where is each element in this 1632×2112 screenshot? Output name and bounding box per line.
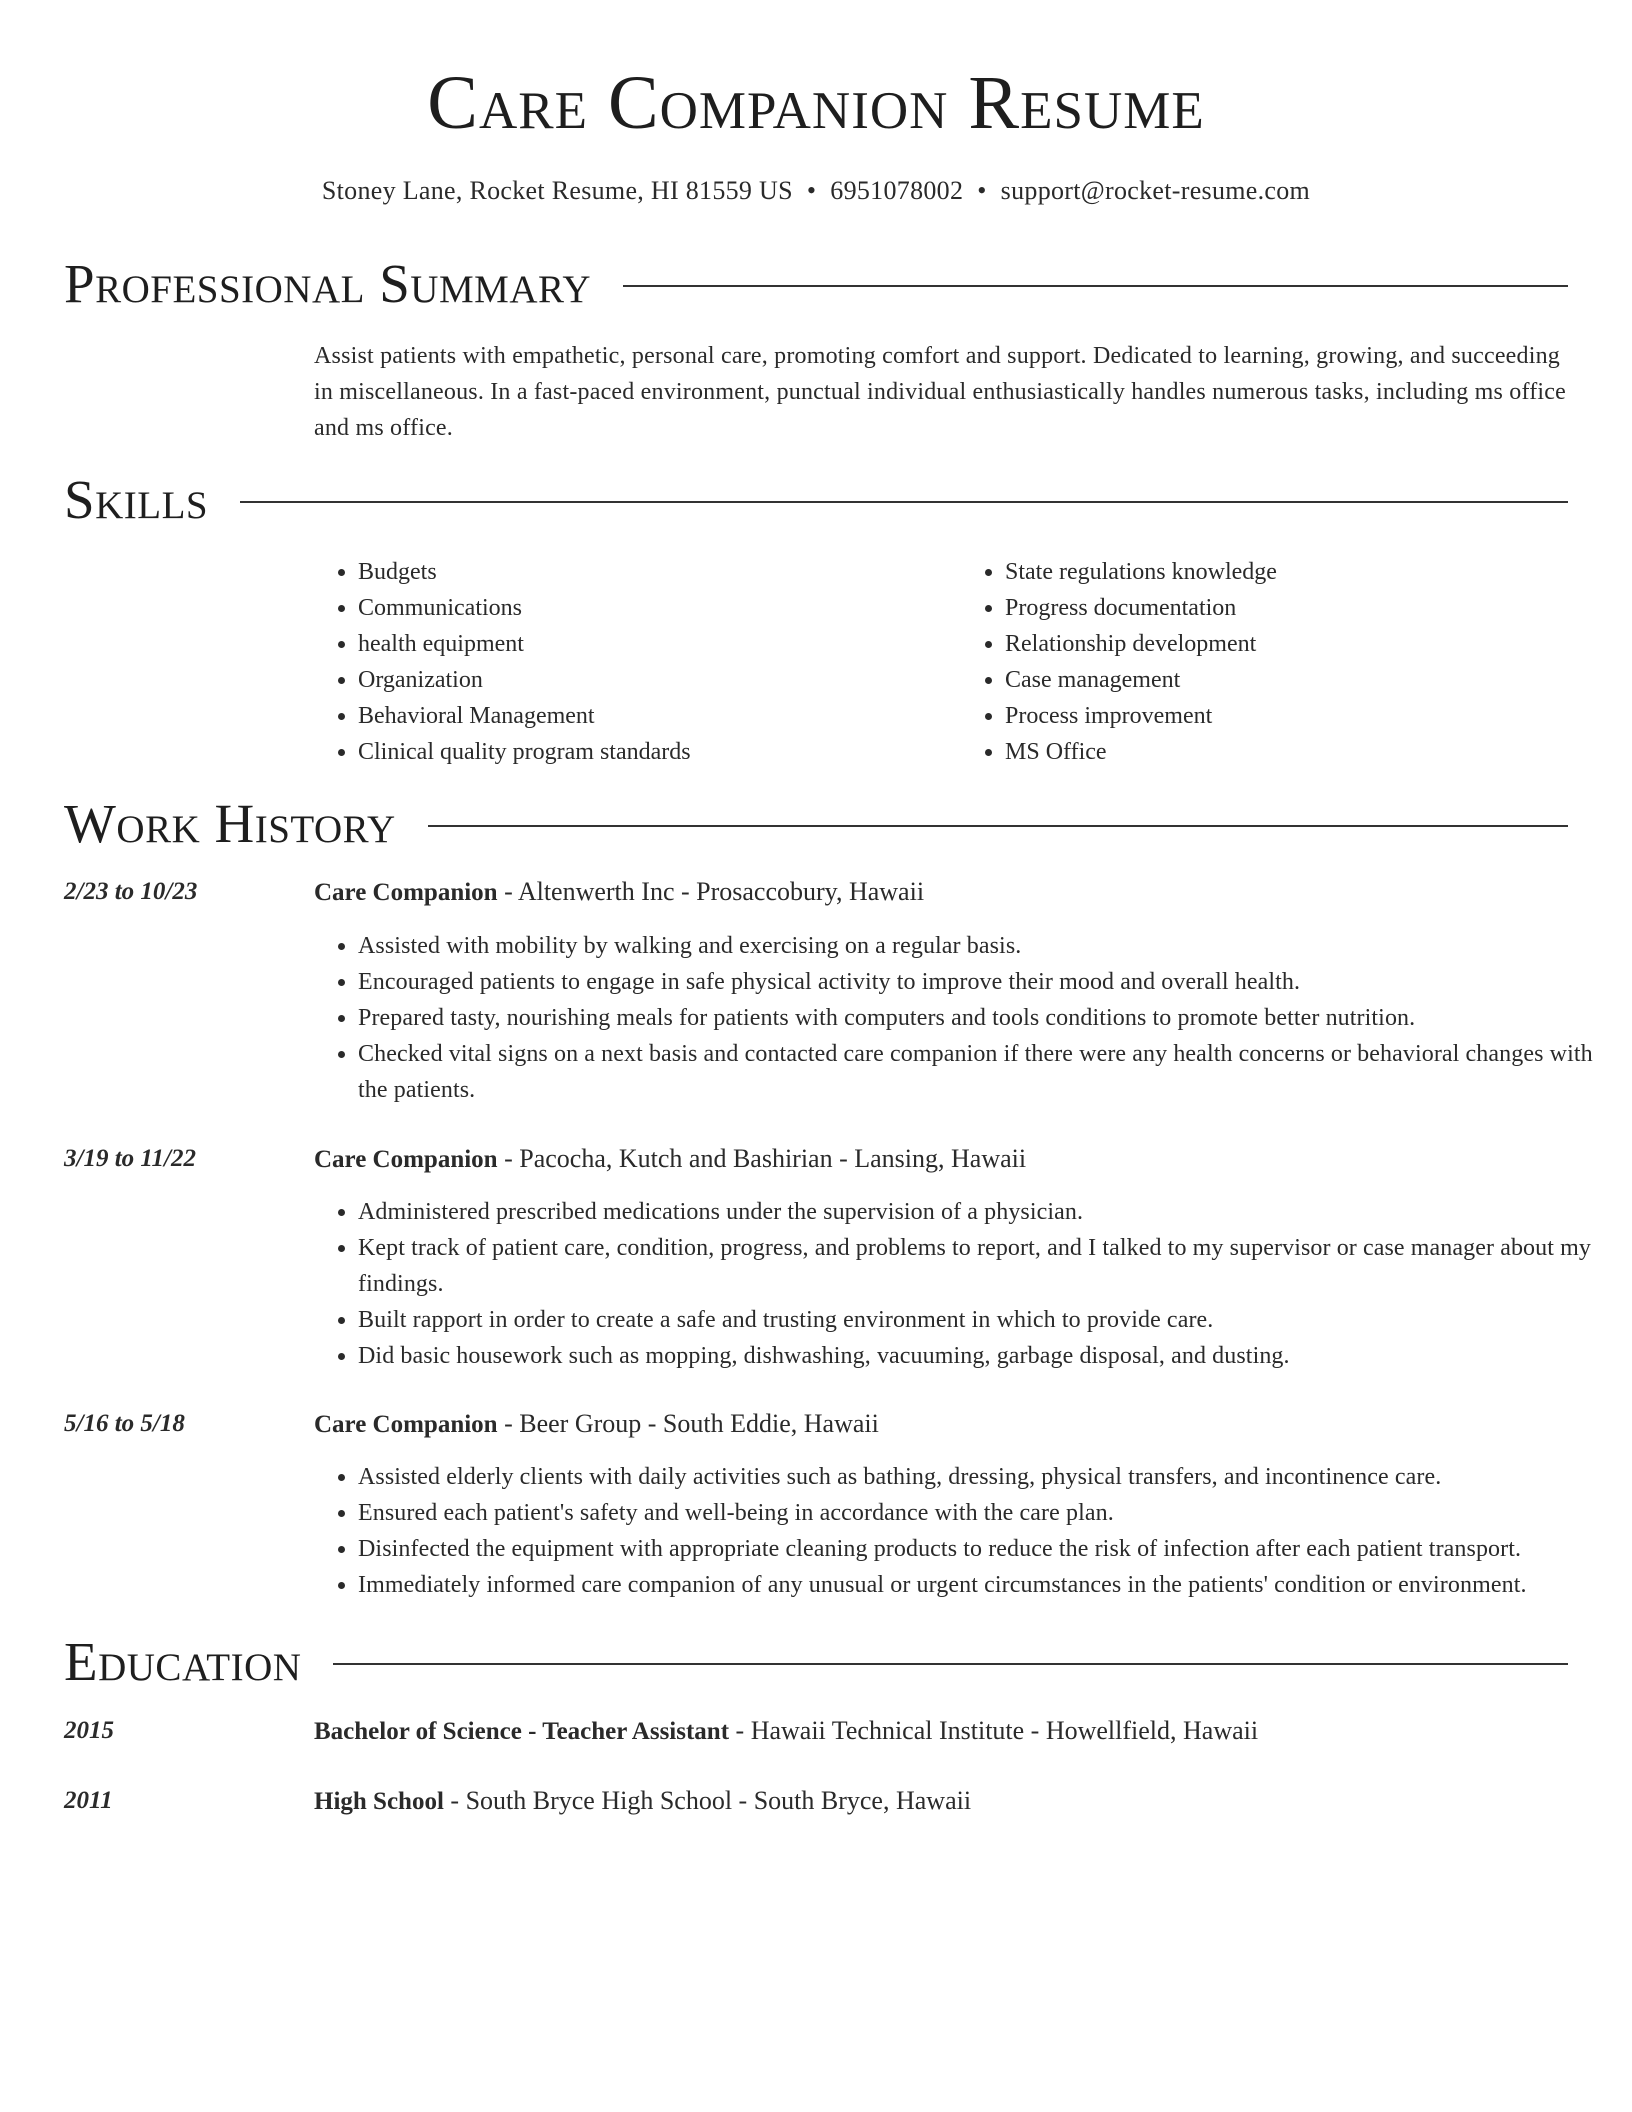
job-title: Care Companion xyxy=(314,1411,498,1438)
job-details: - Altenwerth Inc - Prosaccobury, Hawaii xyxy=(504,877,925,906)
job-bullets xyxy=(314,1459,1628,1603)
skill-item: • MS Office xyxy=(1005,734,1568,770)
job-bullets xyxy=(314,928,1628,1108)
job-bullet: • Immediately informed care companion of any unusual or urgent circumstances in the patients' condition or environment. xyxy=(358,1567,1628,1603)
summary-text: Assist patients with empathetic, personal care, promoting comfort and support. Dedicated to learning, growing, and succeeding in miscellaneous. In a fast-paced environment, punctual individual enthusiastically handles numerous tasks, including ms office and ms office. xyxy=(314,343,1566,441)
section-divider xyxy=(623,285,1568,287)
education-details: - South Bryce High School - South Bryce, Hawaii xyxy=(450,1786,972,1815)
skill-item: • Organization xyxy=(358,662,921,698)
job-bullet: • Kept track of patient care, condition, progress, and problems to report, and I talked to my supervisor or case manager about my findings. xyxy=(358,1230,1628,1302)
job-dates: 2/23 to 10/23 xyxy=(64,878,198,905)
job-bullet: • Disinfected the equipment with appropriate cleaning products to reduce the risk of infection after each patient transport. xyxy=(358,1531,1628,1567)
skill-item: • Communications xyxy=(358,590,921,626)
education-year: 2011 xyxy=(64,1787,113,1814)
job-title-line xyxy=(314,1406,879,1443)
education-details: - Hawaii Technical Institute - Howellfield, Hawaii xyxy=(735,1716,1259,1745)
contact-separator: • xyxy=(806,176,817,205)
job-bullet: • Ensured each patient's safety and well-being in accordance with the care plan. xyxy=(358,1495,1628,1531)
skill-item: • Clinical quality program standards xyxy=(358,734,921,770)
contact-address: Stoney Lane, Rocket Resume, HI 81559 US xyxy=(321,176,793,205)
skills-heading: Skills xyxy=(64,469,209,530)
skill-item: • Behavioral Management xyxy=(358,698,921,734)
skill-item: • Budgets xyxy=(358,554,921,590)
contact-email: support@rocket-resume.com xyxy=(1000,176,1311,205)
contact-separator: • xyxy=(977,176,987,205)
job-bullet: • Did basic housework such as mopping, dishwashing, vacuuming, garbage disposal, and dusting. xyxy=(358,1338,1628,1374)
skills-column-right xyxy=(961,554,1568,770)
education-section-header xyxy=(64,1630,1568,1694)
education-line xyxy=(314,1783,971,1820)
job-bullet: • Assisted elderly clients with daily activities such as bathing, dressing, physical transfers, and incontinence care. xyxy=(358,1459,1628,1495)
job-title: Care Companion xyxy=(314,879,498,906)
resume-name: Care Companion Resume xyxy=(427,61,1205,145)
contact-line xyxy=(0,174,1632,208)
skill-item: • State regulations knowledge xyxy=(1005,554,1568,590)
education-line xyxy=(314,1713,1258,1750)
job-title-line xyxy=(314,1141,1026,1178)
job-dates: 5/16 to 5/18 xyxy=(64,1410,185,1437)
skill-item: • health equipment xyxy=(358,626,921,662)
section-divider xyxy=(333,1663,1568,1665)
job-title: Care Companion xyxy=(314,1146,498,1173)
skill-item: • Process improvement xyxy=(1005,698,1568,734)
job-bullet: • Checked vital signs on a next basis and contacted care companion if there were any health concerns or behavioral changes with the patients. xyxy=(358,1036,1628,1108)
skills-section-header xyxy=(64,468,1568,532)
job-details: - Beer Group - South Eddie, Hawaii xyxy=(504,1409,879,1438)
job-title-line xyxy=(314,874,924,911)
work-section-header xyxy=(64,792,1568,856)
summary-section-header xyxy=(64,252,1568,316)
skill-item: • Progress documentation xyxy=(1005,590,1568,626)
job-bullet: • Prepared tasty, nourishing meals for patients with computers and tools conditions to promote better nutrition. xyxy=(358,1000,1628,1036)
education-degree: High School xyxy=(314,1788,444,1815)
job-details: - Pacocha, Kutch and Bashirian - Lansing, Hawaii xyxy=(504,1144,1027,1173)
contact-phone: 6951078002 xyxy=(830,176,964,205)
skills-column-left xyxy=(314,554,921,770)
work-heading: Work History xyxy=(64,793,396,854)
skills-list xyxy=(314,554,1568,770)
job-bullets xyxy=(314,1194,1628,1374)
education-year: 2015 xyxy=(64,1717,114,1744)
skill-item: • Relationship development xyxy=(1005,626,1568,662)
job-bullet: • Encouraged patients to engage in safe physical activity to improve their mood and overall health. xyxy=(358,964,1628,1000)
education-heading: Education xyxy=(64,1631,302,1692)
summary-heading: Professional Summary xyxy=(64,253,592,314)
section-divider xyxy=(428,825,1568,827)
skill-item: • Case management xyxy=(1005,662,1568,698)
job-bullet: • Administered prescribed medications under the supervision of a physician. xyxy=(358,1194,1628,1230)
job-bullet: • Built rapport in order to create a safe and trusting environment in which to provide care. xyxy=(358,1302,1628,1338)
section-divider xyxy=(240,501,1568,503)
job-dates: 3/19 to 11/22 xyxy=(64,1145,196,1172)
education-degree: Bachelor of Science - Teacher Assistant xyxy=(314,1718,730,1745)
job-bullet: • Assisted with mobility by walking and exercising on a regular basis. xyxy=(358,928,1628,964)
